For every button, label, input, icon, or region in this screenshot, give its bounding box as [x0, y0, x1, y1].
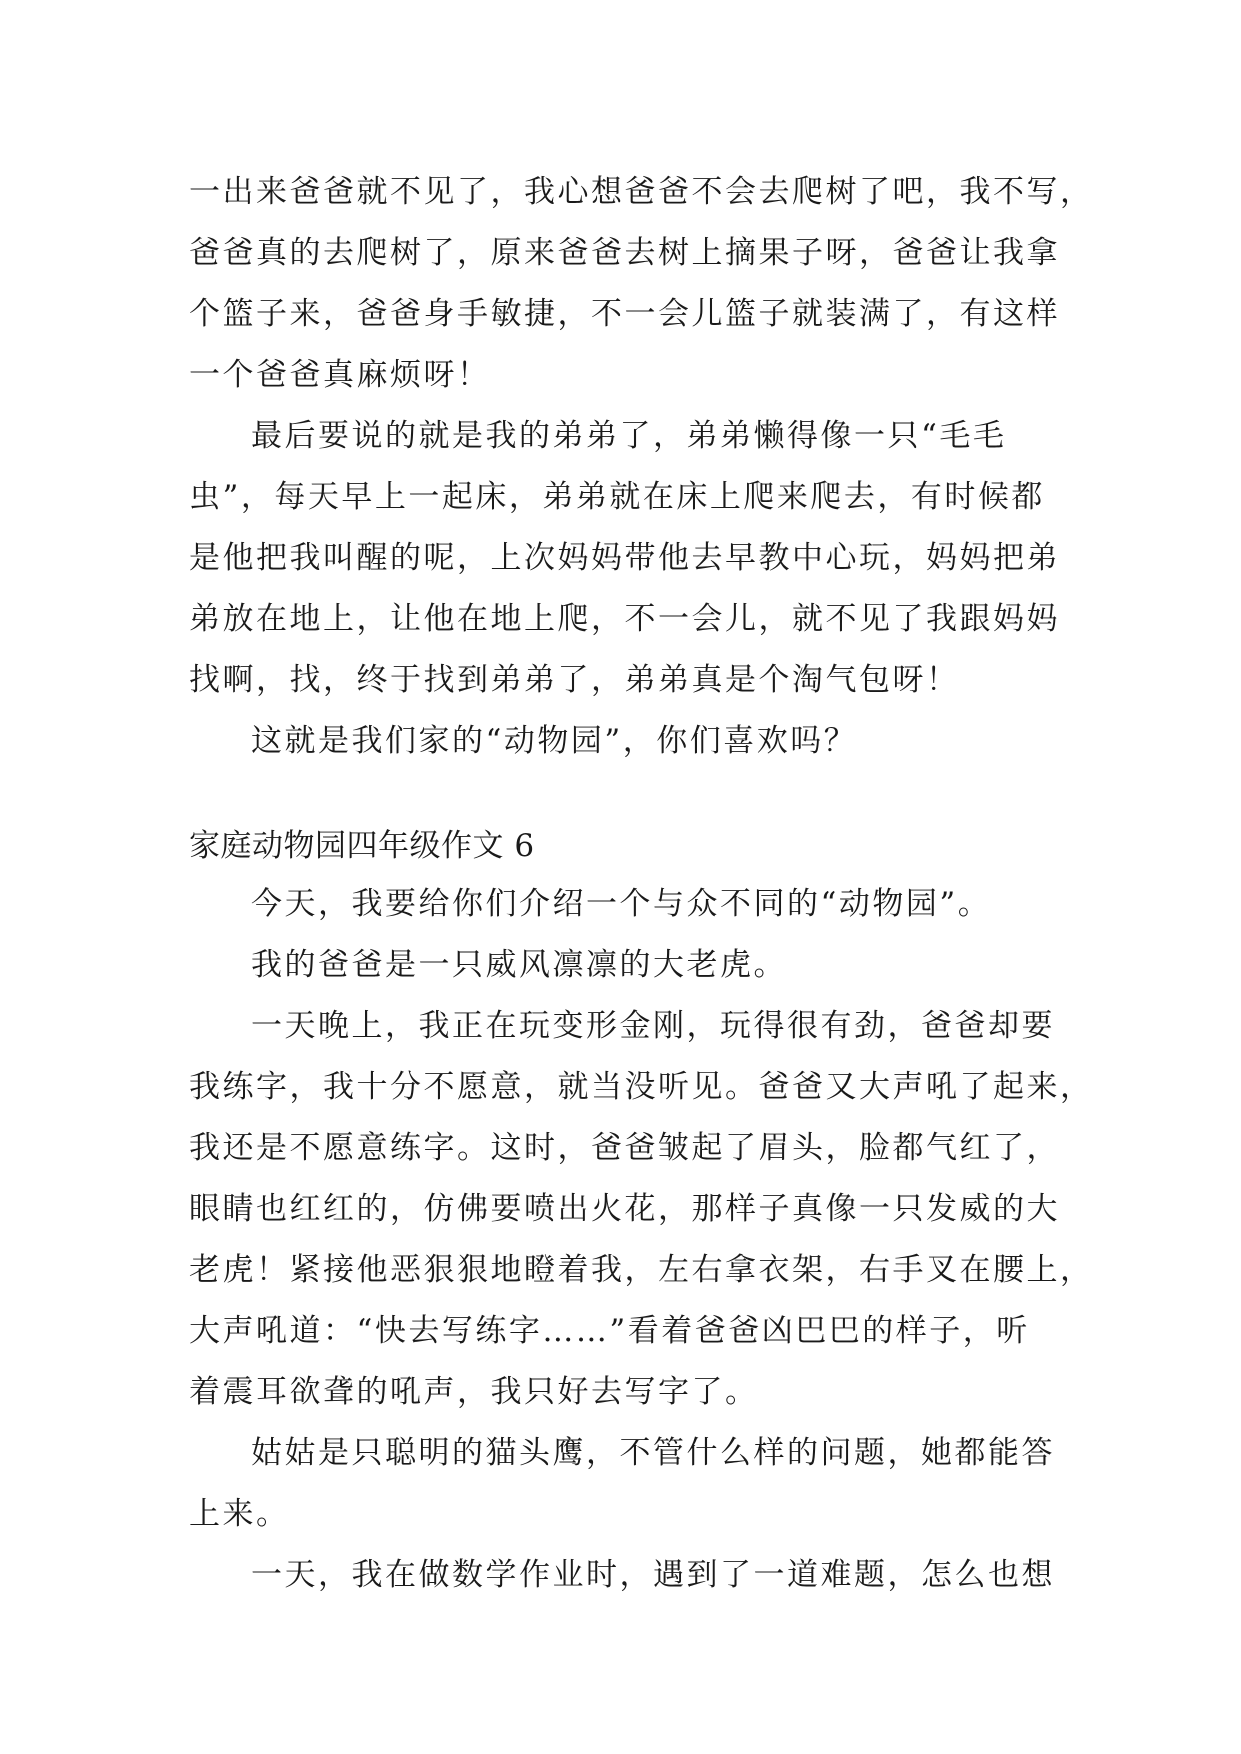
text-line: 我的爸爸是一只威风凛凛的大老虎。 [251, 947, 787, 983]
text-line: 一天晚上，我正在玩变形金刚，玩得很有劲，爸爸却要 [251, 1008, 1055, 1044]
paragraph-dad-tiger [189, 935, 1059, 996]
paragraph-brother [189, 406, 1059, 711]
paragraph-dad-climbing-tree [189, 162, 1094, 406]
text-line: 姑姑是只聪明的猫头鹰，不管什么样的问题，她都能答 [251, 1435, 1055, 1471]
text-line: 虫”，每天早上一起床，弟弟就在床上爬来爬去，有时候都 [189, 479, 1045, 515]
section-title: 家庭动物园四年级作文 6 [189, 828, 535, 864]
text-line: 眼睛也红红的，仿佛要喷出火花，那样子真像一只发威的大 [189, 1191, 1060, 1227]
text-line: 找啊，找，终于找到弟弟了，弟弟真是个淘气包呀！ [189, 662, 960, 698]
section-gap [189, 772, 1059, 819]
paragraph-intro [189, 874, 1059, 935]
text-line: 最后要说的就是我的弟弟了，弟弟懒得像一只“毛毛 [251, 418, 1007, 454]
text-line: 我练字，我十分不愿意，就当没听见。爸爸又大声吼了起来， [189, 1069, 1094, 1105]
text-line: 一出来爸爸就不见了，我心想爸爸不会去爬树了吧，我不写， [189, 174, 1094, 210]
paragraph-aunt-owl [189, 1423, 1059, 1545]
text-line: 大声吼道：“快去写练字……”看着爸爸凶巴巴的样子，听 [189, 1313, 1030, 1349]
text-line: 爸爸真的去爬树了，原来爸爸去树上摘果子呀，爸爸让我拿 [189, 235, 1060, 271]
text-line: 弟放在地上，让他在地上爬，不一会儿，就不见了我跟妈妈 [189, 601, 1060, 637]
text-line: 一天，我在做数学作业时，遇到了一道难题，怎么也想 [251, 1557, 1055, 1593]
essay-body [189, 162, 1094, 1606]
paragraph-practice-story [189, 996, 1094, 1423]
text-line: 个篮子来，爸爸身手敏捷，不一会儿篮子就装满了，有这样 [189, 296, 1060, 332]
paragraph-math-homework [189, 1545, 1059, 1606]
text-line: 是他把我叫醒的呢，上次妈妈带他去早教中心玩，妈妈把弟 [189, 540, 1060, 576]
text-line: 一个爸爸真麻烦呀！ [189, 357, 491, 393]
text-line: 我还是不愿意练字。这时，爸爸皱起了眉头，脸都气红了， [189, 1130, 1060, 1166]
text-line: 这就是我们家的“动物园”，你们喜欢吗？ [251, 723, 858, 759]
paragraph-closing [189, 711, 1059, 772]
text-line: 上来。 [189, 1496, 290, 1532]
text-line: 老虎！紧接他恶狠狠地瞪着我，左右拿衣架，右手叉在腰上， [189, 1252, 1094, 1288]
text-line: 今天，我要给你们介绍一个与众不同的“动物园”。 [251, 886, 992, 922]
text-line: 着震耳欲聋的吼声，我只好去写字了。 [189, 1374, 759, 1410]
